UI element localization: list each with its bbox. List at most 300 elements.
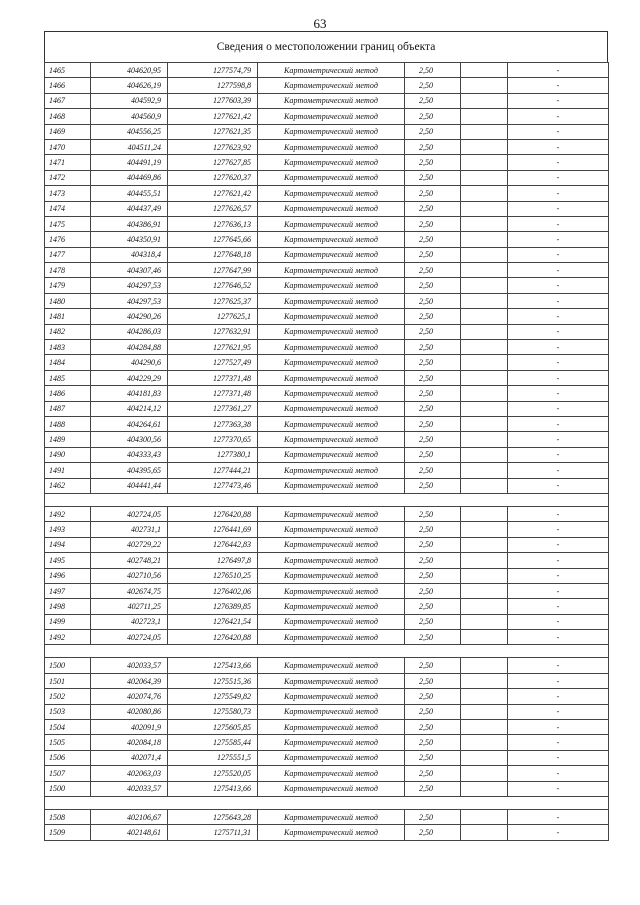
point-number-cell: 1469	[45, 124, 91, 139]
table-row	[45, 247, 609, 262]
y-coordinate-cell: 1275643,28	[168, 809, 258, 824]
description-cell: -	[508, 309, 609, 324]
x-coordinate-cell: 404290,26	[91, 309, 168, 324]
table-row	[45, 324, 609, 339]
precision-cell: 2,50	[405, 170, 461, 185]
precision-cell: 2,50	[405, 463, 461, 478]
description-cell: -	[508, 416, 609, 431]
x-coordinate-cell: 404229,29	[91, 370, 168, 385]
precision-cell: 2,50	[405, 537, 461, 552]
point-number-cell: 1497	[45, 583, 91, 598]
method-cell: Картометрический метод	[258, 401, 405, 416]
point-number-cell: 1503	[45, 704, 91, 719]
precision-cell: 2,50	[405, 583, 461, 598]
point-number-cell: 1466	[45, 78, 91, 93]
table-row	[45, 809, 609, 824]
point-number-cell: 1478	[45, 263, 91, 278]
empty-cell	[461, 109, 508, 124]
table-row	[45, 704, 609, 719]
table-row	[45, 432, 609, 447]
empty-cell	[461, 704, 508, 719]
point-number-cell: 1493	[45, 522, 91, 537]
description-cell: -	[508, 478, 609, 493]
table-row	[45, 750, 609, 765]
empty-cell	[461, 750, 508, 765]
empty-cell	[461, 689, 508, 704]
precision-cell: 2,50	[405, 309, 461, 324]
empty-cell	[461, 170, 508, 185]
precision-cell: 2,50	[405, 735, 461, 750]
y-coordinate-cell: 1277527,49	[168, 355, 258, 370]
precision-cell: 2,50	[405, 293, 461, 308]
precision-cell: 2,50	[405, 324, 461, 339]
description-cell: -	[508, 78, 609, 93]
table-row	[45, 673, 609, 688]
method-cell: Картометрический метод	[258, 109, 405, 124]
empty-cell	[461, 78, 508, 93]
precision-cell: 2,50	[405, 201, 461, 216]
description-cell: -	[508, 599, 609, 614]
x-coordinate-cell: 404386,91	[91, 216, 168, 231]
table-row	[45, 537, 609, 552]
table-row	[45, 232, 609, 247]
empty-cell	[461, 537, 508, 552]
empty-cell	[461, 370, 508, 385]
x-coordinate-cell: 404592,9	[91, 93, 168, 108]
x-coordinate-cell: 404284,88	[91, 340, 168, 355]
precision-cell: 2,50	[405, 673, 461, 688]
y-coordinate-cell: 1276442,83	[168, 537, 258, 552]
method-cell: Картометрический метод	[258, 416, 405, 431]
y-coordinate-cell: 1275413,66	[168, 658, 258, 673]
empty-cell	[461, 93, 508, 108]
y-coordinate-cell: 1277625,1	[168, 309, 258, 324]
point-number-cell: 1505	[45, 735, 91, 750]
x-coordinate-cell: 402724,05	[91, 506, 168, 521]
table-row	[45, 263, 609, 278]
description-cell: -	[508, 522, 609, 537]
table-row	[45, 355, 609, 370]
method-cell: Картометрический метод	[258, 201, 405, 216]
x-coordinate-cell: 402063,03	[91, 766, 168, 781]
x-coordinate-cell: 402064,39	[91, 673, 168, 688]
y-coordinate-cell: 1275580,73	[168, 704, 258, 719]
description-cell: -	[508, 170, 609, 185]
y-coordinate-cell: 1277621,42	[168, 109, 258, 124]
description-cell: -	[508, 537, 609, 552]
point-number-cell: 1507	[45, 766, 91, 781]
empty-cell	[461, 186, 508, 201]
y-coordinate-cell: 1277620,37	[168, 170, 258, 185]
method-cell: Картометрический метод	[258, 766, 405, 781]
table-row	[45, 506, 609, 521]
precision-cell: 2,50	[405, 522, 461, 537]
table-row	[45, 293, 609, 308]
description-cell: -	[508, 630, 609, 645]
point-number-cell: 1471	[45, 155, 91, 170]
description-cell: -	[508, 109, 609, 124]
method-cell: Картометрический метод	[258, 155, 405, 170]
precision-cell: 2,50	[405, 478, 461, 493]
point-number-cell: 1470	[45, 139, 91, 154]
table-row	[45, 781, 609, 796]
method-cell: Картометрический метод	[258, 658, 405, 673]
y-coordinate-cell: 1277371,48	[168, 386, 258, 401]
point-number-cell: 1495	[45, 553, 91, 568]
y-coordinate-cell: 1277632,91	[168, 324, 258, 339]
x-coordinate-cell: 404441,44	[91, 478, 168, 493]
y-coordinate-cell: 1277621,42	[168, 186, 258, 201]
empty-cell	[461, 278, 508, 293]
page-number: 63	[313, 16, 327, 31]
point-number-cell: 1473	[45, 186, 91, 201]
empty-cell	[461, 293, 508, 308]
point-number-cell: 1475	[45, 216, 91, 231]
method-cell: Картометрический метод	[258, 463, 405, 478]
x-coordinate-cell: 404300,56	[91, 432, 168, 447]
description-cell: -	[508, 293, 609, 308]
y-coordinate-cell: 1277621,35	[168, 124, 258, 139]
method-cell: Картометрический метод	[258, 78, 405, 93]
point-number-cell: 1467	[45, 93, 91, 108]
description-cell: -	[508, 673, 609, 688]
x-coordinate-cell: 404626,19	[91, 78, 168, 93]
empty-cell	[461, 463, 508, 478]
y-coordinate-cell: 1277621,95	[168, 340, 258, 355]
precision-cell: 2,50	[405, 447, 461, 462]
empty-cell	[461, 735, 508, 750]
y-coordinate-cell: 1275605,85	[168, 720, 258, 735]
y-coordinate-cell: 1277648,18	[168, 247, 258, 262]
precision-cell: 2,50	[405, 370, 461, 385]
empty-cell	[461, 63, 508, 78]
point-number-cell: 1486	[45, 386, 91, 401]
precision-cell: 2,50	[405, 93, 461, 108]
table-row	[45, 658, 609, 673]
point-number-cell: 1490	[45, 447, 91, 462]
method-cell: Картометрический метод	[258, 522, 405, 537]
point-number-cell: 1502	[45, 689, 91, 704]
x-coordinate-cell: 402723,1	[91, 614, 168, 629]
empty-cell	[461, 553, 508, 568]
empty-cell	[461, 139, 508, 154]
precision-cell: 2,50	[405, 263, 461, 278]
description-cell: -	[508, 720, 609, 735]
table-row	[45, 825, 609, 840]
empty-cell	[461, 247, 508, 262]
x-coordinate-cell: 404297,53	[91, 278, 168, 293]
table-row	[45, 216, 609, 231]
empty-cell	[461, 201, 508, 216]
precision-cell: 2,50	[405, 809, 461, 824]
table-row	[45, 93, 609, 108]
empty-cell	[461, 673, 508, 688]
empty-cell	[461, 309, 508, 324]
x-coordinate-cell: 404181,83	[91, 386, 168, 401]
table-row	[45, 370, 609, 385]
empty-cell	[461, 340, 508, 355]
method-cell: Картометрический метод	[258, 309, 405, 324]
point-number-cell: 1485	[45, 370, 91, 385]
x-coordinate-cell: 402711,25	[91, 599, 168, 614]
y-coordinate-cell: 1277598,8	[168, 78, 258, 93]
x-coordinate-cell: 404318,4	[91, 247, 168, 262]
method-cell: Картометрический метод	[258, 781, 405, 796]
empty-cell	[461, 401, 508, 416]
method-cell: Картометрический метод	[258, 720, 405, 735]
y-coordinate-cell: 1277380,1	[168, 447, 258, 462]
description-cell: -	[508, 614, 609, 629]
empty-cell	[461, 809, 508, 824]
description-cell: -	[508, 689, 609, 704]
x-coordinate-cell: 404455,51	[91, 186, 168, 201]
empty-cell	[461, 216, 508, 231]
description-cell: -	[508, 370, 609, 385]
y-coordinate-cell: 1275585,44	[168, 735, 258, 750]
separator-cell	[45, 493, 609, 506]
y-coordinate-cell: 1277444,21	[168, 463, 258, 478]
y-coordinate-cell: 1275549,82	[168, 689, 258, 704]
table-row	[45, 170, 609, 185]
empty-cell	[461, 614, 508, 629]
description-cell: -	[508, 432, 609, 447]
description-cell: -	[508, 155, 609, 170]
y-coordinate-cell: 1277371,48	[168, 370, 258, 385]
table-row	[45, 630, 609, 645]
x-coordinate-cell: 402084,18	[91, 735, 168, 750]
table-row	[45, 278, 609, 293]
method-cell: Картометрический метод	[258, 599, 405, 614]
table-row	[45, 583, 609, 598]
table-row	[45, 78, 609, 93]
method-cell: Картометрический метод	[258, 478, 405, 493]
precision-cell: 2,50	[405, 247, 461, 262]
x-coordinate-cell: 402710,56	[91, 568, 168, 583]
precision-cell: 2,50	[405, 825, 461, 840]
empty-cell	[461, 781, 508, 796]
method-cell: Картометрический метод	[258, 263, 405, 278]
y-coordinate-cell: 1275551,5	[168, 750, 258, 765]
x-coordinate-cell: 404395,65	[91, 463, 168, 478]
description-cell: -	[508, 278, 609, 293]
table-row	[45, 201, 609, 216]
precision-cell: 2,50	[405, 139, 461, 154]
point-number-cell: 1462	[45, 478, 91, 493]
x-coordinate-cell: 404350,91	[91, 232, 168, 247]
point-number-cell: 1477	[45, 247, 91, 262]
method-cell: Картометрический метод	[258, 186, 405, 201]
point-number-cell: 1479	[45, 278, 91, 293]
point-number-cell: 1474	[45, 201, 91, 216]
empty-cell	[461, 522, 508, 537]
precision-cell: 2,50	[405, 568, 461, 583]
x-coordinate-cell: 404560,9	[91, 109, 168, 124]
table-row	[45, 309, 609, 324]
table-row	[45, 109, 609, 124]
precision-cell: 2,50	[405, 386, 461, 401]
method-cell: Картометрический метод	[258, 386, 405, 401]
table-title: Сведения о местоположении границ объекта	[44, 31, 608, 62]
y-coordinate-cell: 1277623,92	[168, 139, 258, 154]
precision-cell: 2,50	[405, 216, 461, 231]
empty-cell	[461, 720, 508, 735]
point-number-cell: 1487	[45, 401, 91, 416]
x-coordinate-cell: 404620,95	[91, 63, 168, 78]
coordinates-table	[44, 62, 609, 841]
description-cell: -	[508, 553, 609, 568]
description-cell: -	[508, 355, 609, 370]
description-cell: -	[508, 124, 609, 139]
table-row	[45, 599, 609, 614]
x-coordinate-cell: 404286,03	[91, 324, 168, 339]
empty-cell	[461, 506, 508, 521]
method-cell: Картометрический метод	[258, 447, 405, 462]
y-coordinate-cell: 1277626,57	[168, 201, 258, 216]
point-number-cell: 1499	[45, 614, 91, 629]
empty-cell	[461, 324, 508, 339]
x-coordinate-cell: 402033,57	[91, 781, 168, 796]
y-coordinate-cell: 1277361,27	[168, 401, 258, 416]
point-number-cell: 1489	[45, 432, 91, 447]
precision-cell: 2,50	[405, 689, 461, 704]
table-row	[45, 478, 609, 493]
method-cell: Картометрический метод	[258, 293, 405, 308]
method-cell: Картометрический метод	[258, 583, 405, 598]
table-row	[45, 139, 609, 154]
description-cell: -	[508, 825, 609, 840]
y-coordinate-cell: 1276441,69	[168, 522, 258, 537]
description-cell: -	[508, 247, 609, 262]
method-cell: Картометрический метод	[258, 568, 405, 583]
precision-cell: 2,50	[405, 124, 461, 139]
y-coordinate-cell: 1275413,66	[168, 781, 258, 796]
empty-cell	[461, 416, 508, 431]
x-coordinate-cell: 402731,1	[91, 522, 168, 537]
x-coordinate-cell: 404290,6	[91, 355, 168, 370]
precision-cell: 2,50	[405, 109, 461, 124]
description-cell: -	[508, 263, 609, 278]
empty-cell	[461, 355, 508, 370]
point-number-cell: 1476	[45, 232, 91, 247]
empty-cell	[461, 568, 508, 583]
method-cell: Картометрический метод	[258, 673, 405, 688]
description-cell: -	[508, 704, 609, 719]
precision-cell: 2,50	[405, 781, 461, 796]
description-cell: -	[508, 781, 609, 796]
description-cell: -	[508, 216, 609, 231]
table-row	[45, 463, 609, 478]
description-cell: -	[508, 750, 609, 765]
y-coordinate-cell: 1276510,25	[168, 568, 258, 583]
x-coordinate-cell: 402071,4	[91, 750, 168, 765]
precision-cell: 2,50	[405, 416, 461, 431]
empty-cell	[461, 432, 508, 447]
y-coordinate-cell: 1277574,79	[168, 63, 258, 78]
description-cell: -	[508, 463, 609, 478]
description-cell: -	[508, 766, 609, 781]
y-coordinate-cell: 1277370,65	[168, 432, 258, 447]
table-row	[45, 720, 609, 735]
description-cell: -	[508, 583, 609, 598]
table-row	[45, 614, 609, 629]
point-number-cell: 1481	[45, 309, 91, 324]
method-cell: Картометрический метод	[258, 735, 405, 750]
precision-cell: 2,50	[405, 78, 461, 93]
x-coordinate-cell: 402724,05	[91, 630, 168, 645]
x-coordinate-cell: 404297,53	[91, 293, 168, 308]
description-cell: -	[508, 568, 609, 583]
x-coordinate-cell: 404214,12	[91, 401, 168, 416]
point-number-cell: 1488	[45, 416, 91, 431]
x-coordinate-cell: 402674,75	[91, 583, 168, 598]
point-number-cell: 1494	[45, 537, 91, 552]
method-cell: Картометрический метод	[258, 614, 405, 629]
point-number-cell: 1484	[45, 355, 91, 370]
method-cell: Картометрический метод	[258, 247, 405, 262]
method-cell: Картометрический метод	[258, 630, 405, 645]
point-number-cell: 1468	[45, 109, 91, 124]
empty-cell	[461, 599, 508, 614]
x-coordinate-cell: 404307,46	[91, 263, 168, 278]
precision-cell: 2,50	[405, 401, 461, 416]
boundary-table-sheet	[44, 31, 608, 841]
empty-cell	[461, 263, 508, 278]
table-row	[45, 522, 609, 537]
method-cell: Картометрический метод	[258, 170, 405, 185]
method-cell: Картометрический метод	[258, 370, 405, 385]
y-coordinate-cell: 1277363,38	[168, 416, 258, 431]
separator-cell	[45, 796, 609, 809]
precision-cell: 2,50	[405, 278, 461, 293]
coordinates-table-body	[45, 63, 609, 841]
method-cell: Картометрический метод	[258, 63, 405, 78]
precision-cell: 2,50	[405, 553, 461, 568]
method-cell: Картометрический метод	[258, 537, 405, 552]
table-row	[45, 155, 609, 170]
method-cell: Картометрический метод	[258, 704, 405, 719]
method-cell: Картометрический метод	[258, 355, 405, 370]
method-cell: Картометрический метод	[258, 93, 405, 108]
point-number-cell: 1483	[45, 340, 91, 355]
x-coordinate-cell: 404491,19	[91, 155, 168, 170]
x-coordinate-cell: 402074,76	[91, 689, 168, 704]
precision-cell: 2,50	[405, 155, 461, 170]
precision-cell: 2,50	[405, 355, 461, 370]
x-coordinate-cell: 404333,43	[91, 447, 168, 462]
y-coordinate-cell: 1276420,88	[168, 506, 258, 521]
description-cell: -	[508, 340, 609, 355]
method-cell: Картометрический метод	[258, 750, 405, 765]
precision-cell: 2,50	[405, 720, 461, 735]
method-cell: Картометрический метод	[258, 506, 405, 521]
point-number-cell: 1498	[45, 599, 91, 614]
precision-cell: 2,50	[405, 432, 461, 447]
point-number-cell: 1504	[45, 720, 91, 735]
table-row	[45, 340, 609, 355]
y-coordinate-cell: 1276402,06	[168, 583, 258, 598]
table-row	[45, 186, 609, 201]
table-row	[45, 401, 609, 416]
precision-cell: 2,50	[405, 750, 461, 765]
point-number-cell: 1500	[45, 781, 91, 796]
empty-cell	[461, 124, 508, 139]
method-cell: Картометрический метод	[258, 216, 405, 231]
method-cell: Картометрический метод	[258, 825, 405, 840]
point-number-cell: 1506	[45, 750, 91, 765]
description-cell: -	[508, 809, 609, 824]
method-cell: Картометрический метод	[258, 553, 405, 568]
empty-cell	[461, 478, 508, 493]
